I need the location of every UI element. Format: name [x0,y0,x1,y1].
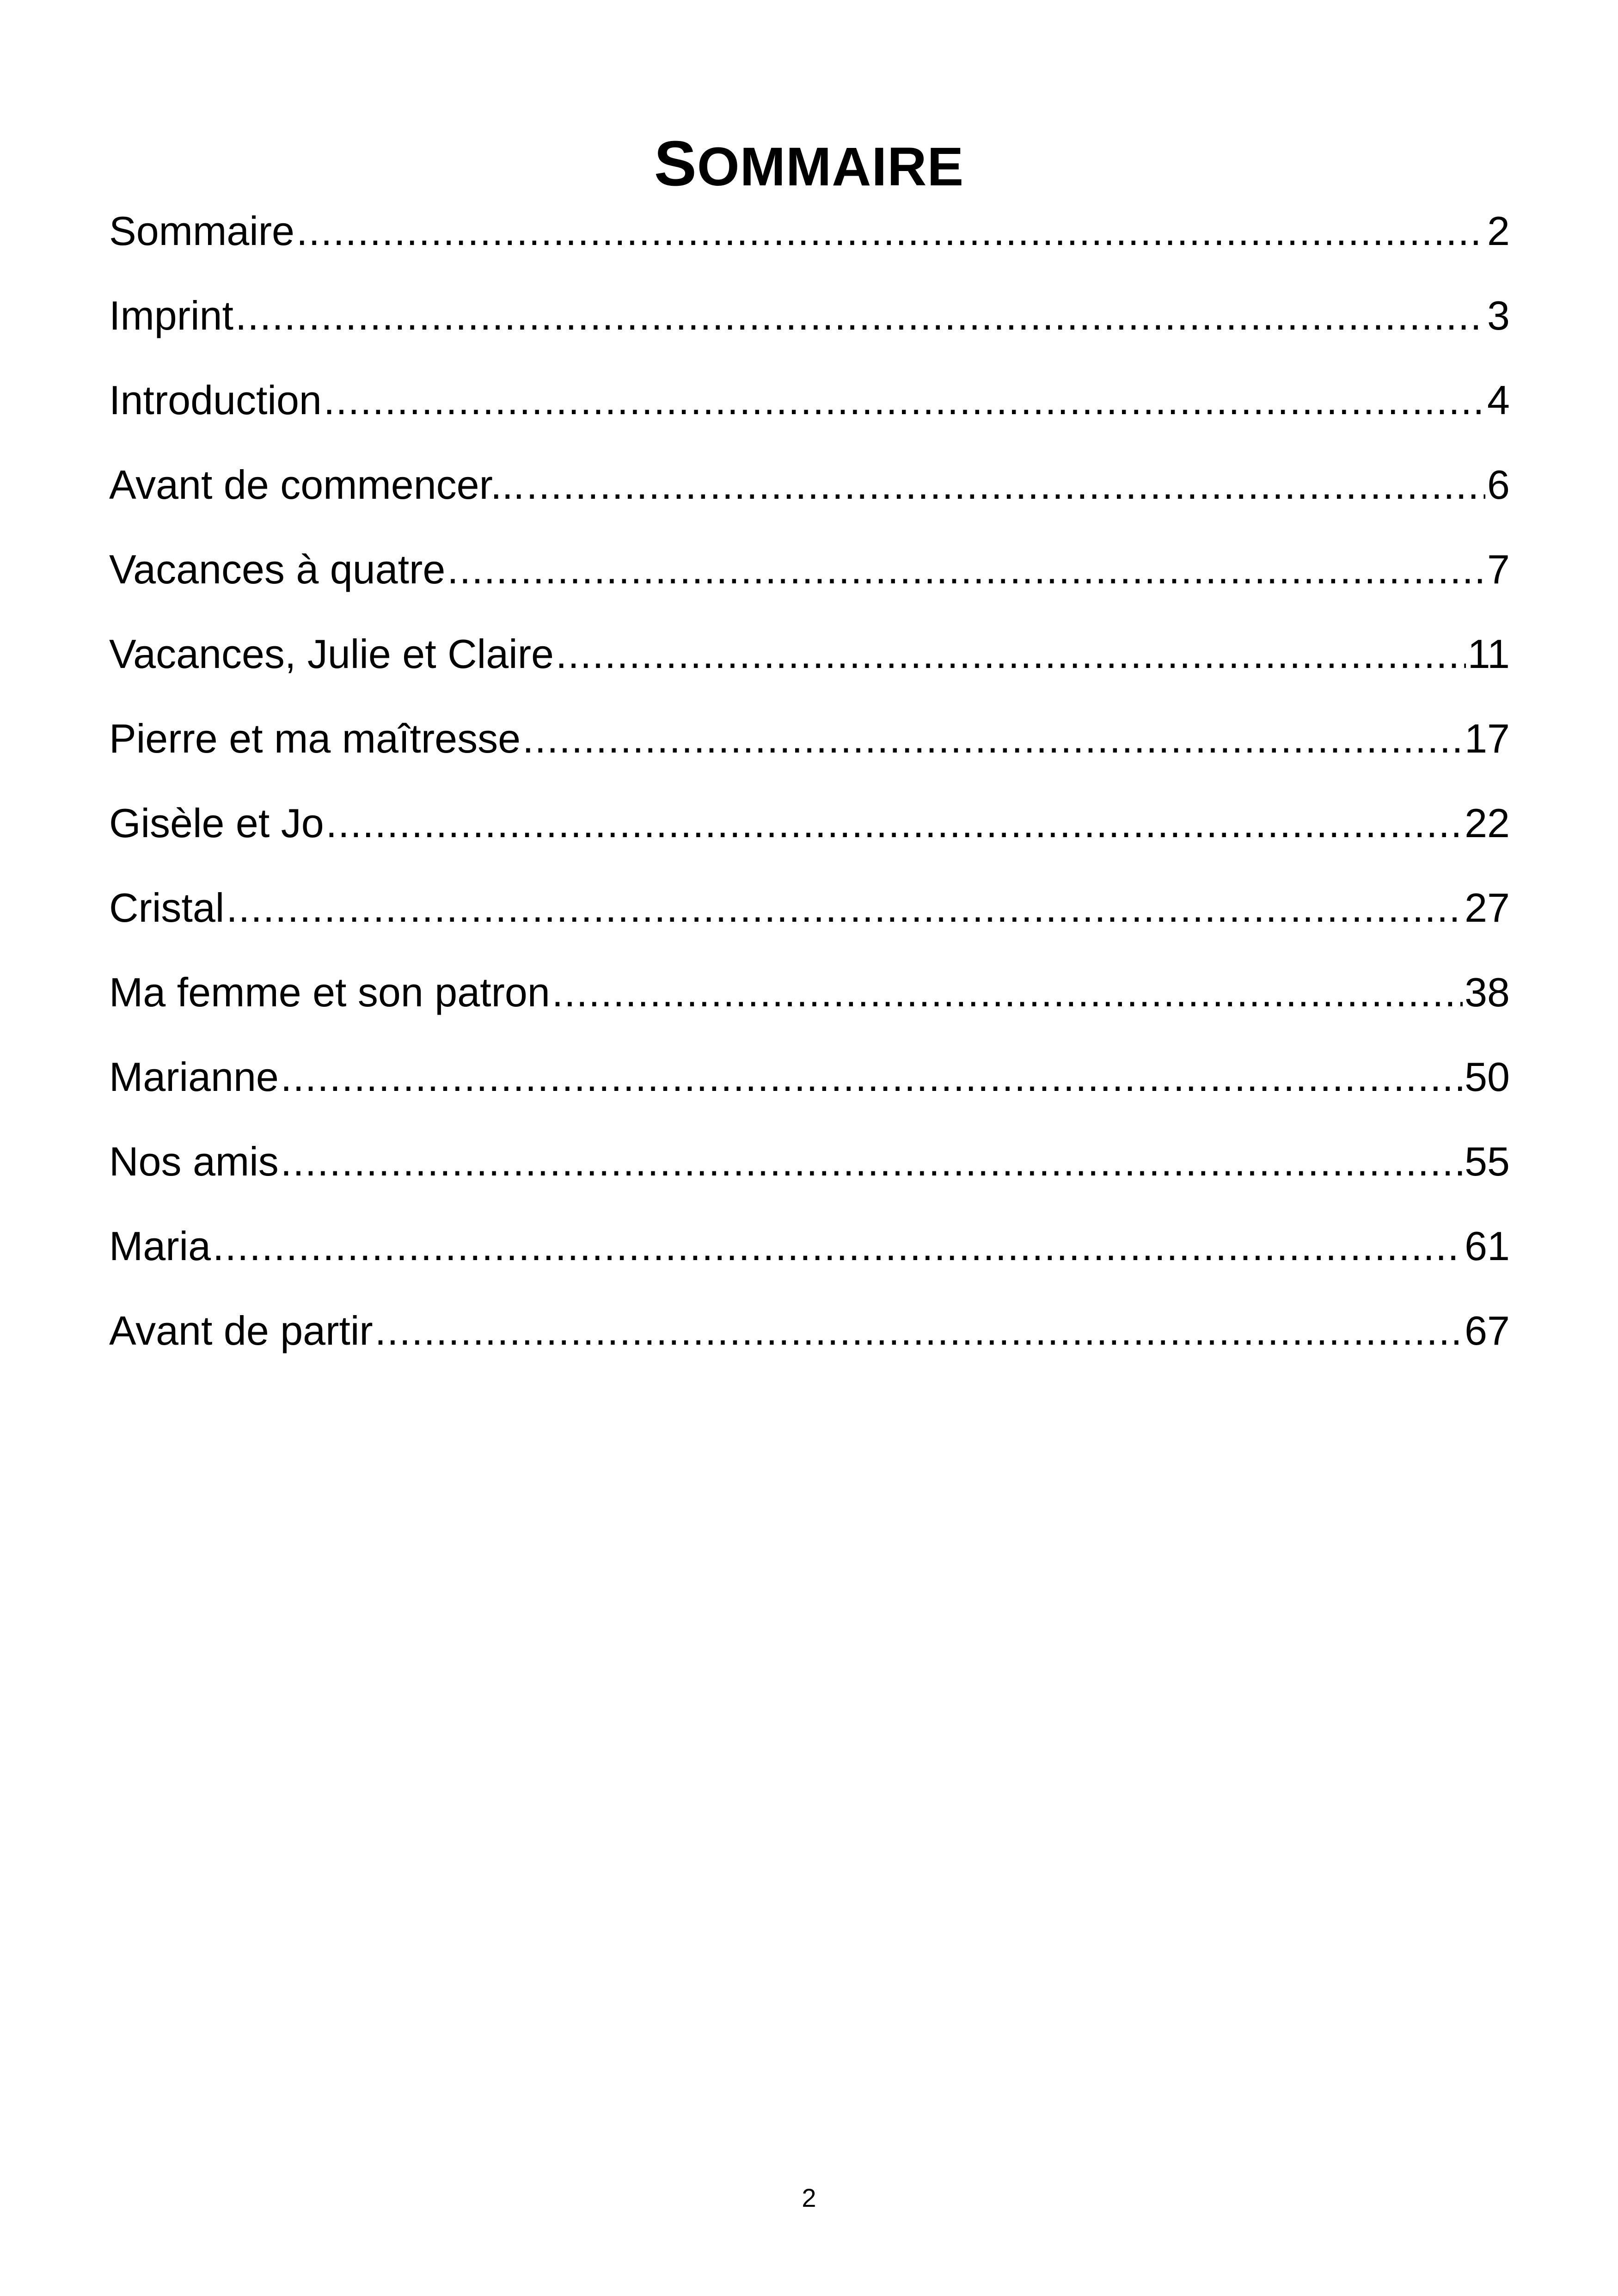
toc-entry-page: 22 [1465,800,1510,846]
toc-dot-leader [522,706,1463,771]
toc-entry-avant-de-partir[interactable] [109,1298,1510,1383]
toc-dot-leader [324,368,1485,433]
toc-entry-label: Introduction [109,377,322,423]
page-title-rest: OMMAIRE [697,136,964,198]
toc-entry-label: Vacances, Julie et Claire [109,631,554,677]
toc-dot-leader [213,1214,1463,1279]
toc-entry-label: Vacances à quatre [109,546,446,592]
toc-entry-page: 38 [1465,969,1510,1015]
toc-entry-vacances-a-quatre[interactable] [109,537,1510,622]
toc-entry-label: Marianne [109,1054,279,1100]
table-of-contents [109,199,1510,1383]
toc-dot-leader [281,1045,1463,1109]
toc-entry-cristal[interactable] [109,876,1510,960]
toc-dot-leader [281,1129,1463,1194]
toc-entry-ma-femme-et-son-patron[interactable] [109,960,1510,1045]
toc-dot-leader [447,537,1485,602]
toc-entry-marianne[interactable] [109,1045,1510,1129]
toc-entry-page: 55 [1465,1139,1510,1184]
toc-entry-page: 27 [1465,885,1510,931]
toc-dot-leader [375,1298,1463,1363]
toc-entry-page: 3 [1487,293,1510,338]
toc-dot-leader [235,283,1485,348]
toc-entry-avant-de-commencer[interactable] [109,453,1510,537]
toc-entry-label: Cristal [109,885,225,931]
toc-entry-label: Sommaire [109,208,294,254]
toc-dot-leader [296,199,1485,263]
toc-entry-label: Imprint [109,293,233,338]
toc-dot-leader [552,960,1463,1025]
toc-entry-maria[interactable] [109,1214,1510,1298]
toc-entry-page: 11 [1467,631,1510,677]
toc-entry-label: Pierre et ma maîtresse [109,716,521,761]
toc-entry-page: 2 [1487,208,1510,254]
toc-entry-label: Gisèle et Jo [109,800,324,846]
toc-entry-label: Avant de commencer... [109,462,525,508]
page-title-first-letter: S [654,128,697,200]
toc-entry-page: 17 [1465,716,1510,761]
toc-entry-label: Nos amis [109,1139,279,1184]
toc-entry-sommaire[interactable] [109,199,1510,283]
toc-entry-nos-amis[interactable] [109,1129,1510,1214]
page-title [0,127,1618,204]
toc-entry-label: Ma femme et son patron [109,969,550,1015]
toc-entry-gisele-et-jo[interactable] [109,791,1510,876]
toc-entry-page: 67 [1465,1308,1510,1353]
toc-entry-label: Maria [109,1223,211,1269]
page-number: 2 [802,2183,816,2212]
toc-entry-page: 7 [1487,546,1510,592]
toc-entry-vacances-julie-et-claire[interactable] [109,622,1510,706]
toc-entry-imprint[interactable] [109,283,1510,368]
toc-entry-label: Avant de partir [109,1308,373,1353]
toc-entry-pierre-et-ma-maitresse[interactable] [109,706,1510,791]
toc-entry-page: 4 [1487,377,1510,423]
toc-entry-introduction[interactable] [109,368,1510,453]
toc-dot-leader [326,791,1463,856]
toc-entry-page: 6 [1487,462,1510,508]
toc-entry-page: 50 [1465,1054,1510,1100]
toc-dot-leader [556,622,1466,686]
toc-dot-leader [526,453,1485,517]
toc-dot-leader [226,876,1463,940]
toc-entry-page: 61 [1465,1223,1510,1269]
